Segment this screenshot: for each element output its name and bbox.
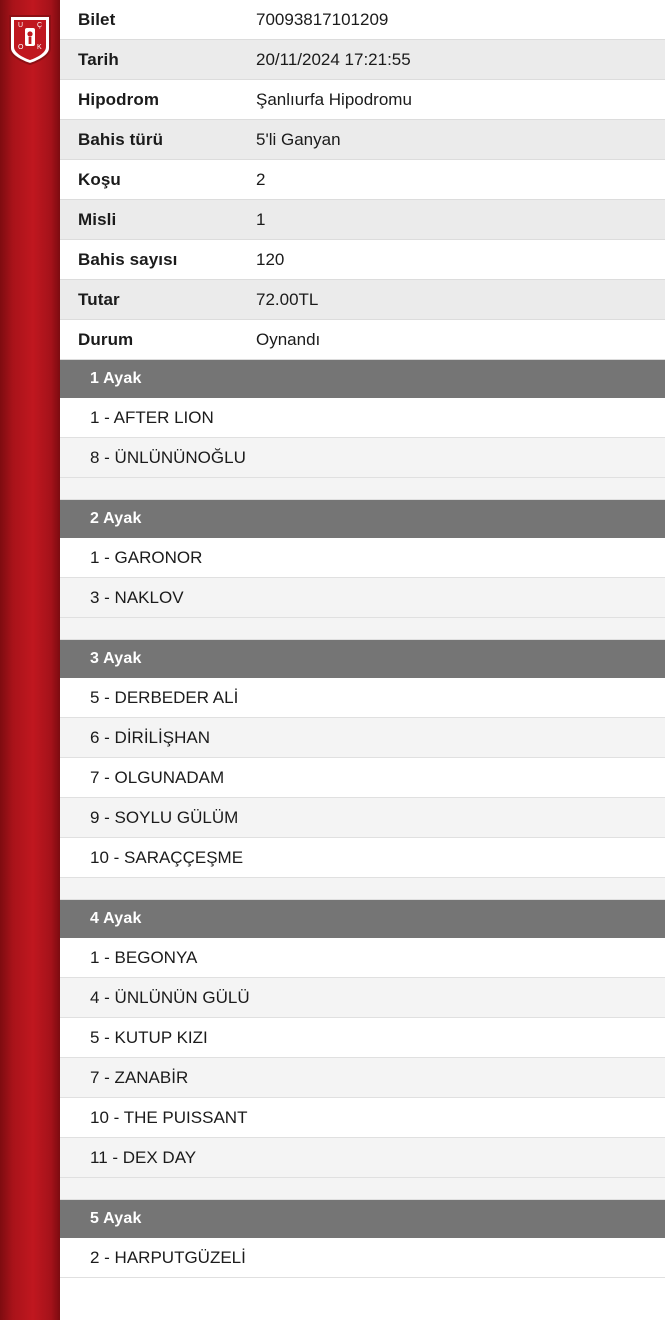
horse-row[interactable]: 6 - DİRİLİŞHAN <box>60 718 665 758</box>
horse-row[interactable]: 11 - DEX DAY <box>60 1138 665 1178</box>
leg-header: 1 Ayak <box>60 360 665 398</box>
leg-header: 5 Ayak <box>60 1200 665 1238</box>
ticket-info-row <box>60 80 665 120</box>
ticket-info-label: Bahis türü <box>78 129 164 149</box>
ticket-info-label: Bilet <box>78 9 116 29</box>
leg-separator <box>60 618 665 640</box>
ticket-info-label: Koşu <box>78 169 121 189</box>
ticket-info-label: Durum <box>78 329 134 349</box>
ticket-info-table <box>60 0 665 360</box>
leg-header: 4 Ayak <box>60 900 665 938</box>
horse-row[interactable]: 1 - BEGONYA <box>60 938 665 978</box>
horse-row[interactable]: 7 - OLGUNADAM <box>60 758 665 798</box>
ticket-content <box>60 0 665 1320</box>
horse-row[interactable]: 7 - ZANABİR <box>60 1058 665 1098</box>
ticket-info-row <box>60 240 665 280</box>
ticket-info-value: 1 <box>256 209 266 229</box>
horse-row[interactable]: 10 - THE PUISSANT <box>60 1098 665 1138</box>
ticket-info-row <box>60 120 665 160</box>
ticket-info-value: 5'li Ganyan <box>256 129 341 149</box>
ticket-info-label: Tarih <box>78 49 119 69</box>
ticket-info-value: 70093817101209 <box>256 9 389 29</box>
ticket-info-row <box>60 280 665 320</box>
horse-row[interactable]: 1 - GARONOR <box>60 538 665 578</box>
left-red-rail <box>0 0 60 1320</box>
ticket-info-value: 120 <box>256 249 285 269</box>
horse-row[interactable]: 3 - NAKLOV <box>60 578 665 618</box>
ticket-info-label: Misli <box>78 209 117 229</box>
horse-row[interactable]: 2 - HARPUTGÜZELİ <box>60 1238 665 1278</box>
svg-text:O: O <box>18 44 24 51</box>
horse-row[interactable]: 1 - AFTER LION <box>60 398 665 438</box>
ticket-info-row <box>60 160 665 200</box>
ticket-info-value: 20/11/2024 17:21:55 <box>256 49 411 69</box>
leg-separator <box>60 478 665 500</box>
svg-text:U: U <box>18 22 24 29</box>
svg-text:K: K <box>37 44 42 51</box>
leg-separator <box>60 1178 665 1200</box>
ticket-info-row <box>60 0 665 40</box>
ticket-info-value: Oynandı <box>256 329 321 349</box>
legs-list <box>60 360 665 1278</box>
svg-text:Ç: Ç <box>37 22 43 29</box>
horse-row[interactable]: 5 - KUTUP KIZI <box>60 1018 665 1058</box>
ticket-info-label: Tutar <box>78 289 120 309</box>
ticket-info-value: 2 <box>256 169 266 189</box>
horse-row[interactable]: 9 - SOYLU GÜLÜM <box>60 798 665 838</box>
ticket-info-value: 72.00TL <box>256 289 319 309</box>
ticket-info-value: Şanlıurfa Hipodromu <box>256 89 412 109</box>
leg-header: 2 Ayak <box>60 500 665 538</box>
ticket-info-label: Bahis sayısı <box>78 249 178 269</box>
horse-row[interactable]: 10 - SARAÇÇEŞME <box>60 838 665 878</box>
club-crest-logo <box>8 14 52 66</box>
leg-separator <box>60 878 665 900</box>
ticket-info-row <box>60 200 665 240</box>
ticket-info-row <box>60 40 665 80</box>
horse-row[interactable]: 8 - ÜNLÜNÜNOĞLU <box>60 438 665 478</box>
horse-row[interactable]: 4 - ÜNLÜNÜN GÜLÜ <box>60 978 665 1018</box>
horse-row[interactable]: 5 - DERBEDER ALİ <box>60 678 665 718</box>
leg-header: 3 Ayak <box>60 640 665 678</box>
ticket-info-row <box>60 320 665 360</box>
ticket-info-label: Hipodrom <box>78 89 160 109</box>
